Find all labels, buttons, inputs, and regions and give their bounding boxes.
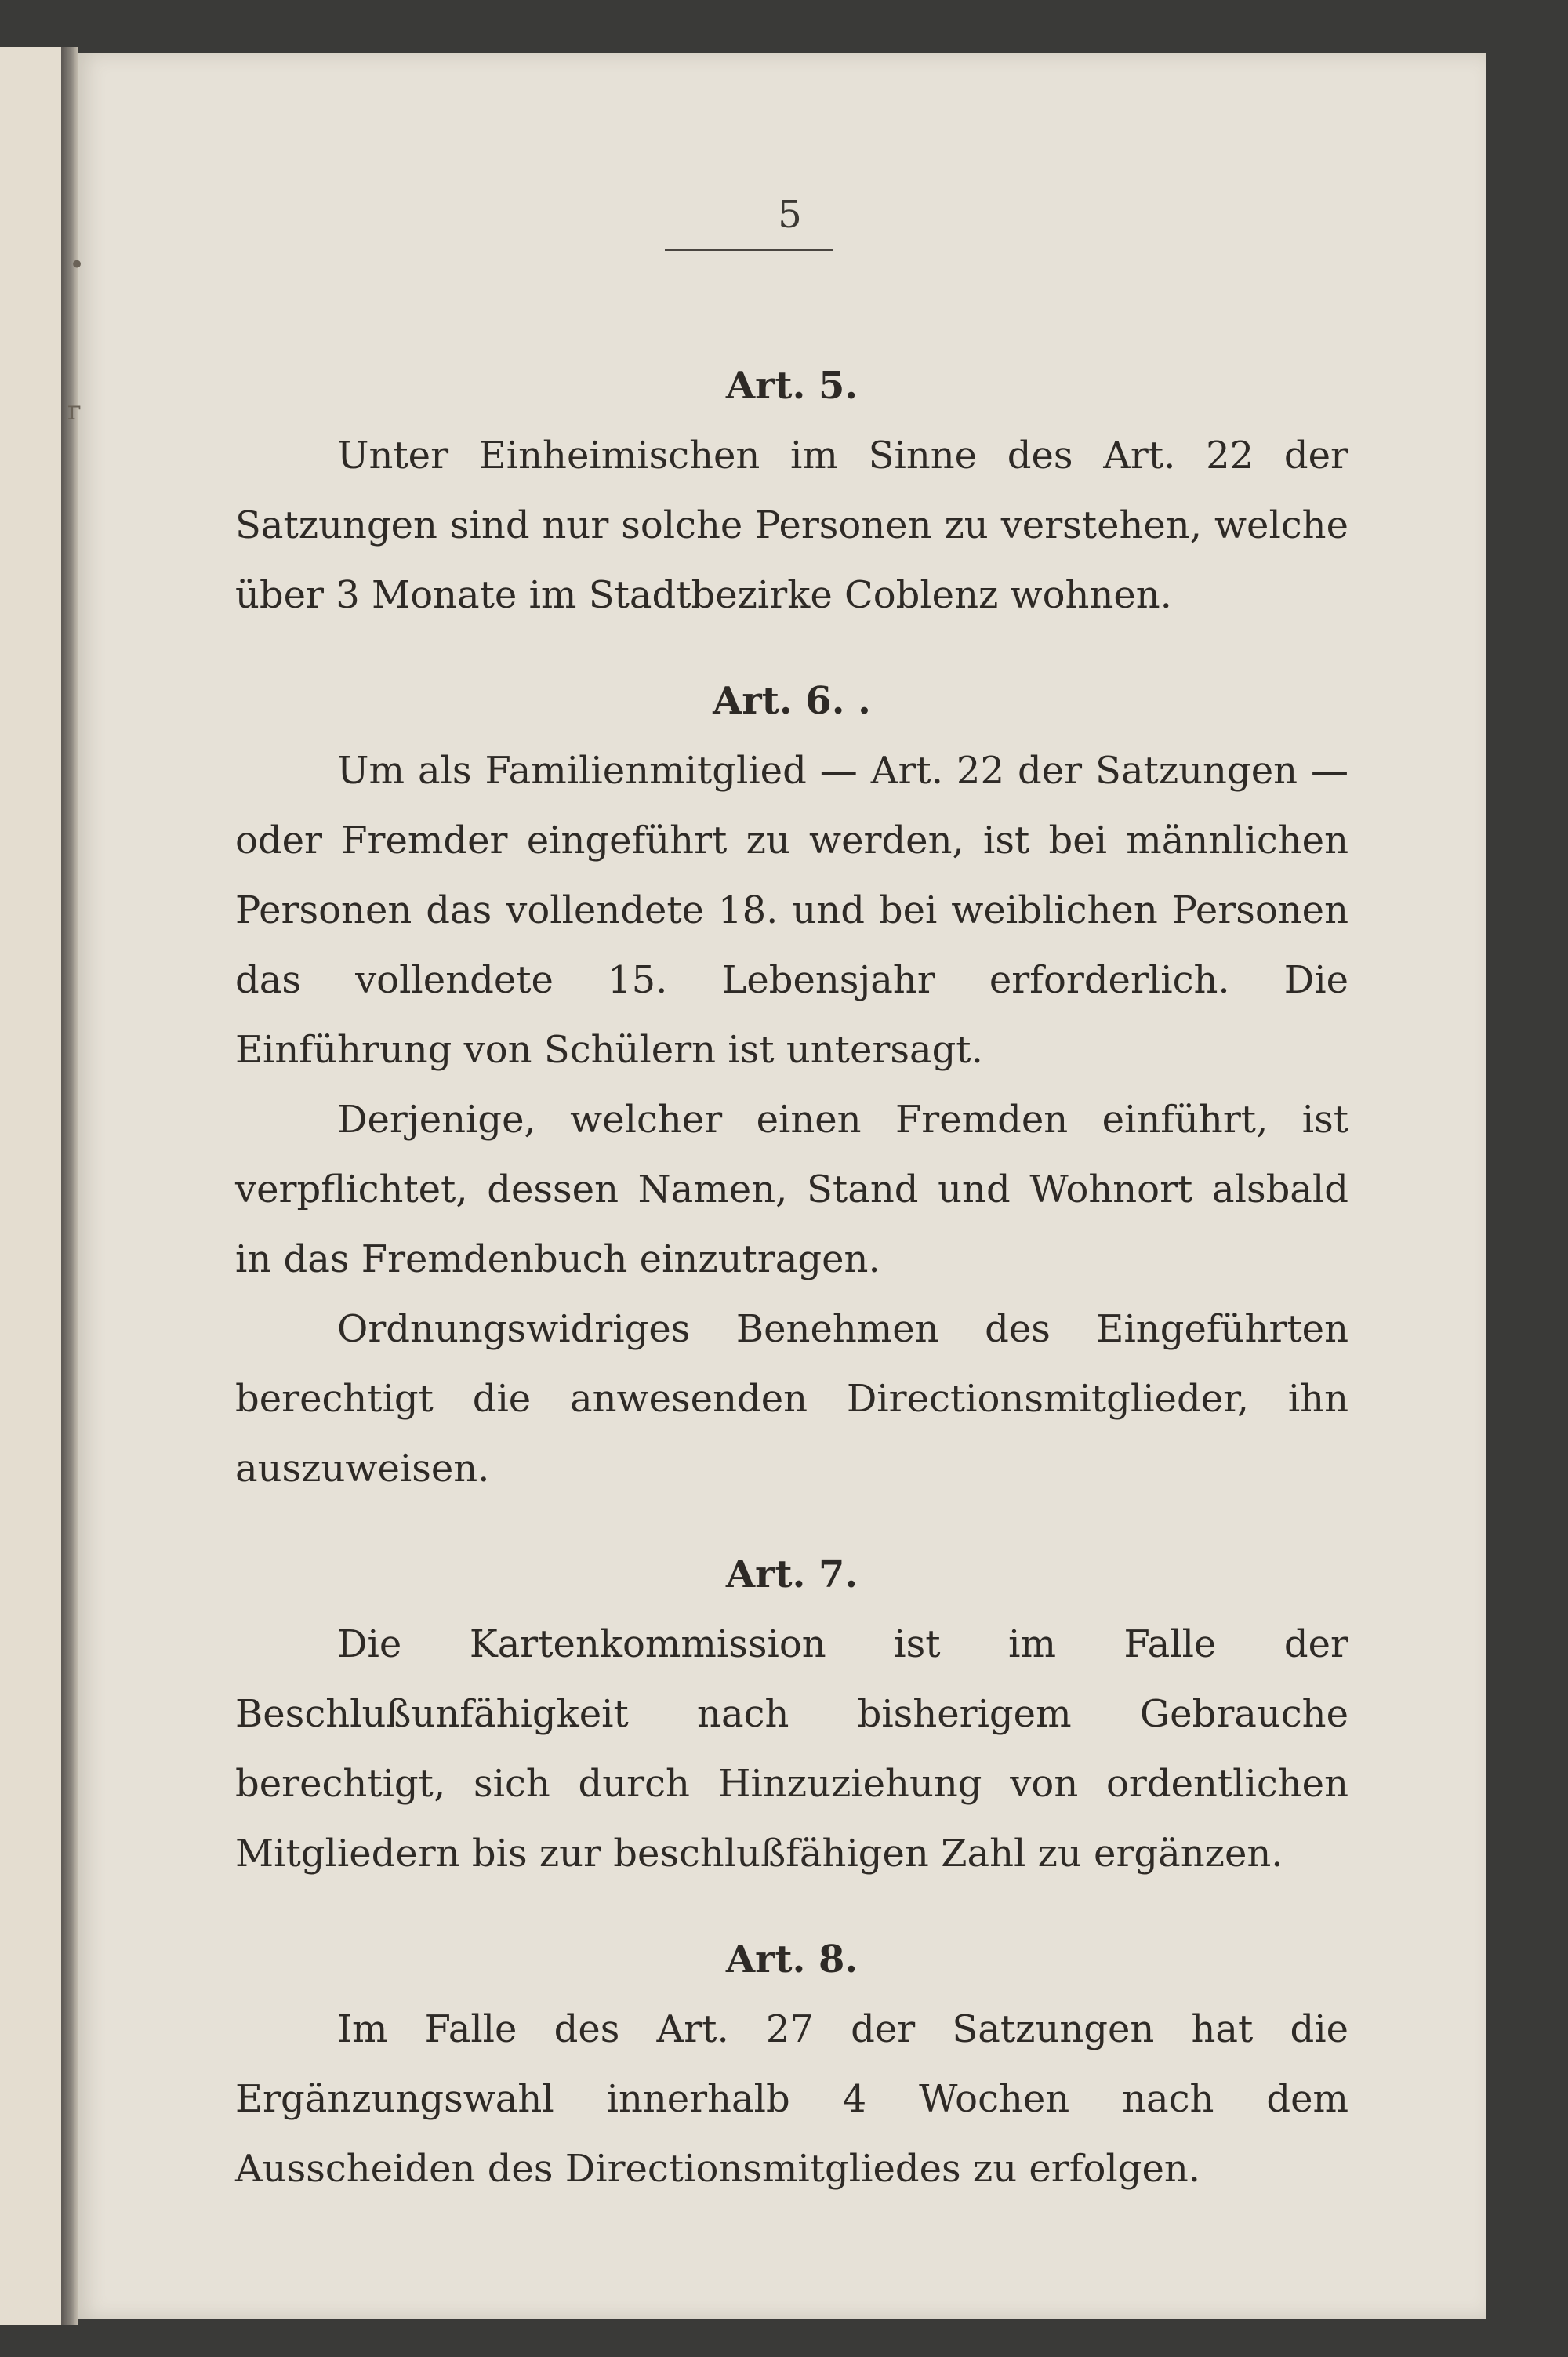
article-paragraph: Im Falle des Art. 27 der Satzungen hat die Ergänzungswahl innerhalb 4 Wochen nach dem Ausscheiden des Directionsmitgliedes zu erfolgen. <box>235 2007 1348 2191</box>
body-text <box>235 351 1348 2204</box>
article-heading: Art. 6. . <box>713 679 871 723</box>
document-page <box>67 53 1486 2319</box>
article-paragraph: Um als Familienmitglied — Art. 22 der Satzungen — oder Fremder eingeführt zu werden, ist bei männlichen Personen das vollendete 18. und bei weiblichen Personen das vollendete 15. Lebensjahr erforderlich. Die Einführung von Schülern ist untersagt. <box>235 749 1348 1072</box>
page-number-rule <box>665 249 833 251</box>
article-paragraph: Unter Einheimischen im Sinne des Art. 22 der Satzungen sind nur solche Personen zu verstehen, welche über 3 Monate im Stadtbezirke Coblenz wohnen. <box>235 434 1348 617</box>
article-paragraph: Die Kartenkommission ist im Falle der Beschlußunfähigkeit nach bisherigem Gebrauche berechtigt, sich durch Hinzuziehung von ordentlichen Mitgliedern bis zur beschlußfähigen Zahl zu ergänzen. <box>235 1622 1348 1876</box>
article-heading: Art. 5. <box>725 364 858 408</box>
margin-mark: ᴦ <box>67 395 82 427</box>
facing-page-edge <box>0 47 63 2325</box>
article-heading: Art. 7. <box>725 1553 858 1596</box>
article-paragraph: Derjenige, welcher einen Fremden einführt, ist verpflichtet, dessen Namen, Stand und Wohnort alsbald in das Fremdenbuch einzutragen. <box>235 1098 1348 1281</box>
article-heading: Art. 8. <box>725 1938 858 1981</box>
margin-mark: • <box>69 249 85 281</box>
book-spine <box>61 47 78 2325</box>
page-number: 5 <box>778 193 802 237</box>
article-paragraph: Ordnungswidriges Benehmen des Eingeführten berechtigt die anwesenden Directionsmitglieder, ihn auszuweisen. <box>235 1307 1348 1491</box>
